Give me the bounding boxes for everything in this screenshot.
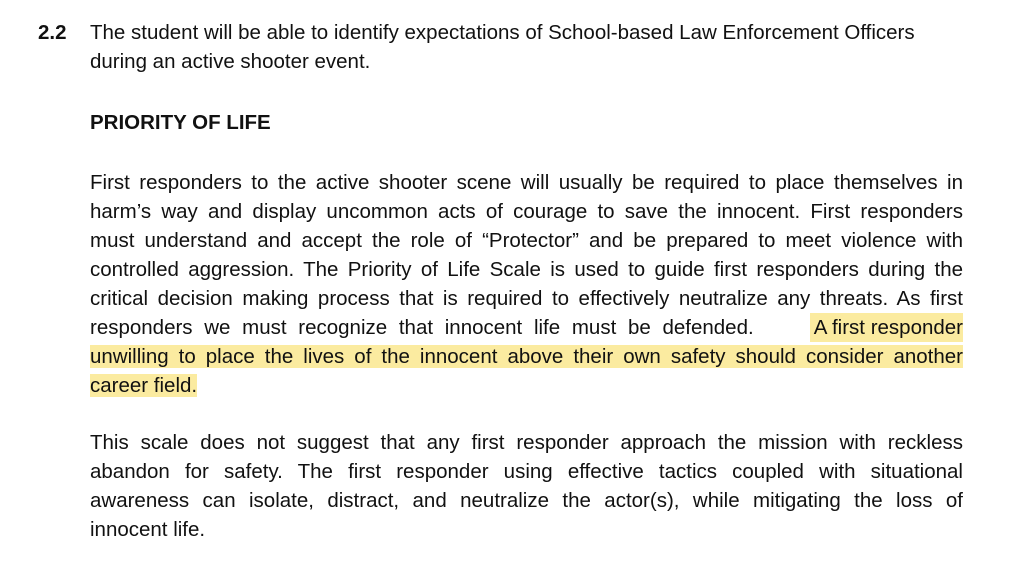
paragraph-line: This scale does not suggest that any first responder approach the mission with reckless xyxy=(90,431,963,454)
objective-line-2: during an active shooter event. xyxy=(90,50,371,73)
objective-number: 2.2 xyxy=(38,21,67,44)
highlighted-text: unwilling to place the lives of the innocent above their own safety should consider another xyxy=(90,345,963,368)
objective-line-1: The student will be able to identify expectations of School-based Law Enforcement Officers xyxy=(90,21,915,44)
highlighted-text: career field. xyxy=(90,374,198,397)
paragraph-line: harm’s way and display uncommon acts of courage to save the innocent. First responders xyxy=(90,200,963,223)
paragraph-line-plain-part: responders we must recognize that innocent life must be defended. xyxy=(90,316,754,339)
paragraph-line: must understand and accept the role of “Protector” and be prepared to meet violence with xyxy=(90,229,963,252)
paragraph-line: awareness can isolate, distract, and neutralize the actor(s), while mitigating the loss of xyxy=(90,489,963,512)
paragraph-priority-of-life xyxy=(90,168,963,400)
paragraph-line: First responders to the active shooter scene will usually be required to place themselves in xyxy=(90,171,963,194)
section-heading: PRIORITY OF LIFE xyxy=(90,111,271,134)
objective-text xyxy=(90,18,970,76)
paragraph-line: critical decision making process that is required to effectively neutralize any threats. As first xyxy=(90,287,963,310)
learning-objective xyxy=(38,18,978,76)
paragraph-line xyxy=(90,371,963,400)
paragraph-line: abandon for safety. The first responder using effective tactics coupled with situational xyxy=(90,460,963,483)
highlighted-text: A first responder xyxy=(810,313,963,342)
paragraph-line: innocent life. xyxy=(90,518,206,541)
paragraph-scale-explanation xyxy=(90,428,963,544)
paragraph-line: controlled aggression. The Priority of Life Scale is used to guide first responders during the xyxy=(90,258,963,281)
paragraph-line xyxy=(90,342,963,371)
paragraph-line-mixed xyxy=(90,313,963,342)
